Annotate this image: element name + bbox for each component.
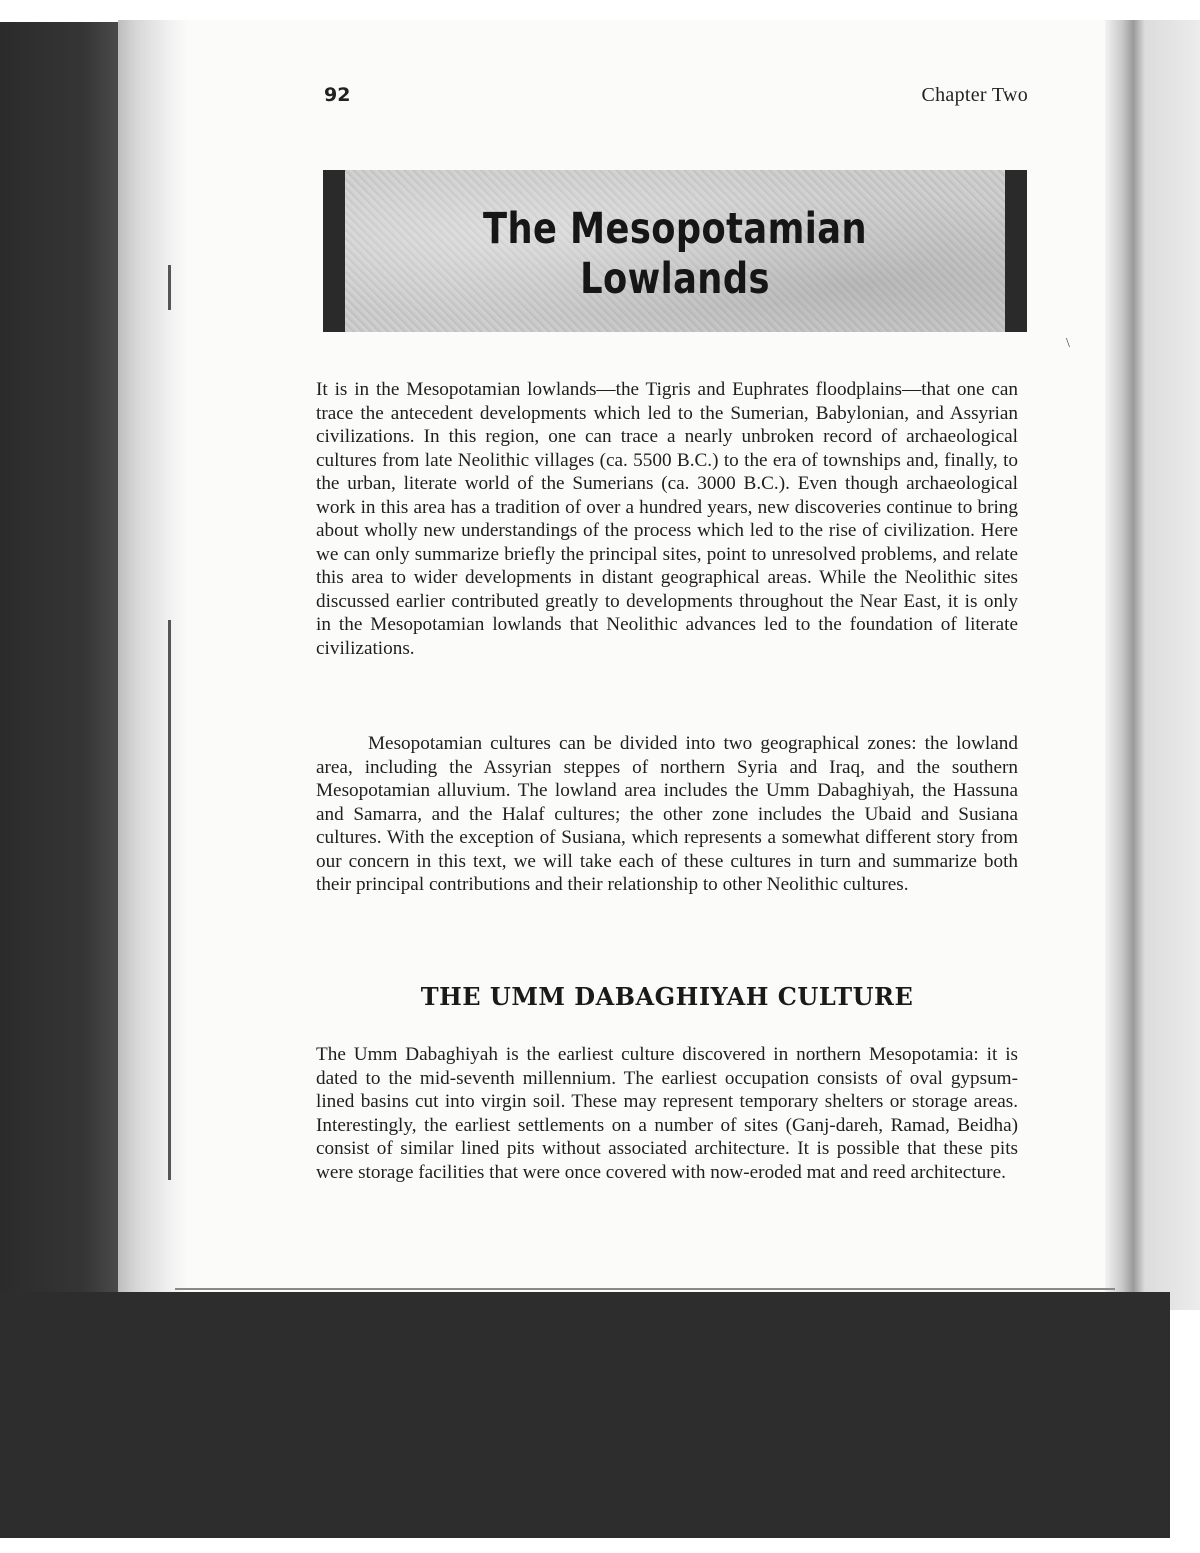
chapter-label: Chapter Two (921, 84, 1028, 106)
chapter-title-line-1: The Mesopotamian (483, 204, 867, 254)
running-head (324, 84, 1028, 114)
page-right-edge (1105, 20, 1200, 1310)
book-gutter-shadow (118, 20, 188, 1292)
chapter-title (404, 204, 945, 304)
banner-right-bar (1005, 170, 1027, 332)
page-bottom-edge (175, 1288, 1115, 1290)
margin-mark: \ (1066, 336, 1070, 351)
scan-left-border (0, 22, 118, 1300)
body-paragraph: Mesopotamian cultures can be divided into two geographical zones: the lowland area, including the Assyrian steppes of northern Syria and Iraq, and the southern Mesopotamian alluvium. The lowland area includes the Umm Dabaghiyah, the Hassuna and Samarra, and the Halaf cultures; the other zone includes the Ubaid and Susiana cultures. With the exception of Susiana, which represents a somewhat different story from our concern in this text, we will take each of these cultures in turn and summarize both their principal contributions and their relationship to other Neolithic cultures. (316, 733, 1018, 895)
chapter-title-line-2: Lowlands (580, 254, 770, 304)
section-paragraph: The Umm Dabaghiyah is the earliest culture discovered in northern Mesopotamia: it is dated to the mid-seventh millennium. The earliest occupation consists of oval gypsum-lined basins cut into virgin soil. These may represent temporary shelters or storage areas. Interestingly, the earliest settlements on a number of sites (Ganj-dareh, Ramad, Beidha) consist of similar lined pits without associated architecture. It is possible that these pits were storage facilities that were once covered with now-eroded mat and reed architecture. (316, 1044, 1018, 1183)
banner-left-bar (323, 170, 345, 332)
page-number: 92 (324, 84, 351, 106)
gutter-mark (168, 265, 171, 310)
gutter-mark (168, 620, 171, 1180)
body-paragraph: It is in the Mesopotamian lowlands—the Tigris and Euphrates floodplains—that one can trace the antecedent developments which led to the Sumerian, Babylonian, and Assyrian civilizations. In this region, one can trace a nearly unbroken record of archaeological cultures from late Neolithic villages (ca. 5500 B.C.) to the era of townships and, finally, to the urban, literate world of the Sumerians (ca. 3000 B.C.). Even though archaeological work in this area has a tradition of over a hundred years, new discoveries continue to bring about wholly new understandings of the process which led to the rise of civilization. Here we can only summarize briefly the principal sites, point to unresolved problems, and relate this area to wider developments in distant geographical areas. While the Neolithic sites discussed earlier contributed greatly to developments throughout the Near East, it is only in the Mesopotamian lowlands that Neolithic advances led to the foundation of literate civilizations. (316, 379, 1018, 659)
section-heading: THE UMM DABAGHIYAH CULTURE (420, 982, 914, 1011)
scan-bottom-margin (0, 1538, 1200, 1553)
chapter-title-banner (323, 170, 1027, 332)
scan-bottom-border (0, 1292, 1170, 1538)
